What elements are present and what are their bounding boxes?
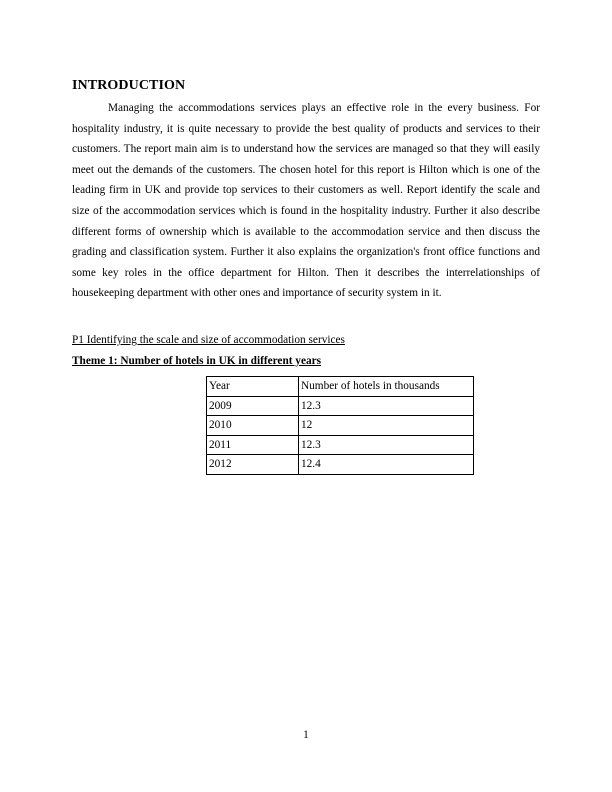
table-row: [207, 416, 474, 436]
table-row: [207, 455, 474, 475]
page-number: 1: [303, 729, 309, 741]
table-header-row: [207, 377, 474, 397]
table-cell-year: 2009: [207, 396, 299, 416]
hotels-table: [206, 376, 474, 475]
table-header-year: Year: [207, 377, 299, 397]
table-cell-year: 2010: [207, 416, 299, 436]
table-cell-hotels: 12.4: [299, 455, 474, 475]
table-cell-hotels: 12.3: [299, 396, 474, 416]
table-row: [207, 435, 474, 455]
table-row: [207, 396, 474, 416]
table-header-hotels: Number of hotels in thousands: [299, 377, 474, 397]
section-title-p1: P1 Identifying the scale and size of accommodation services: [72, 334, 345, 346]
theme-title: Theme 1: Number of hotels in UK in different years: [72, 355, 322, 367]
table-cell-hotels: 12: [299, 416, 474, 436]
table-cell-year: 2011: [207, 435, 299, 455]
introduction-paragraph: Managing the accommodations services plays an effective role in the every business. For hospitality industry, it is quite necessary to provide the best quality of products and services to their customers. The report main aim is to understand how the services are managed so that they will easily meet out the demands of the customers. The chosen hotel for this report is Hilton which is one of the leading firm in UK and provide top services to their customers as well. Report identify the scale and size of the accommodation services which is found in the hospitality industry. Further it also describe different forms of ownership which is available to the accommodation service and then discuss the grading and classification system. Further it also explains the organization's front office functions and some key roles in the office department for Hilton. Then it describes the interrelationships of housekeeping department with other ones and importance of security system in it.: [72, 102, 540, 300]
table-cell-hotels: 12.3: [299, 435, 474, 455]
introduction-heading: INTRODUCTION: [72, 78, 186, 93]
table-cell-year: 2012: [207, 455, 299, 475]
